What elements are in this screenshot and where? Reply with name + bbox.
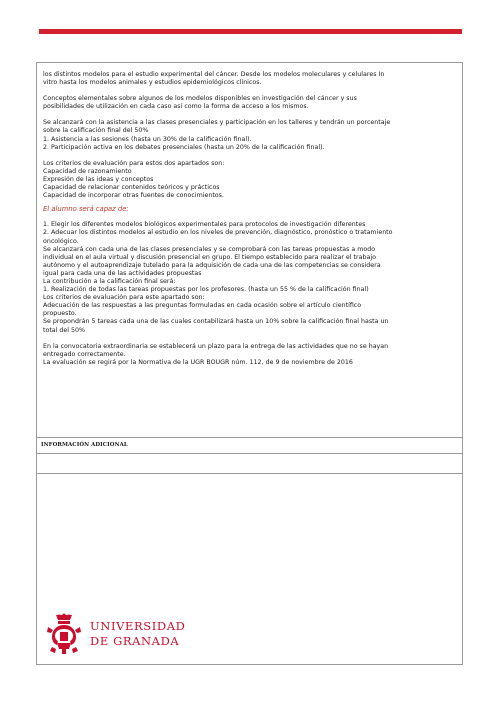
text-line: Conceptos elementales sobre algunos de los modelos disponibles en investigación del cáncer y sus <box>43 95 357 103</box>
university-logo <box>46 612 185 656</box>
logo-line-1: UNIVERSIDAD <box>90 619 186 633</box>
text-line: posibilidades de utilización en cada caso así como la forma de acceso a los mismos. <box>43 103 309 111</box>
logo-line-2: DE GRANADA <box>90 634 180 648</box>
text-line: Adecuación de las respuestas a las preguntas formuladas en cada ocasión sobre el artículo científico <box>43 302 362 310</box>
additional-info-body <box>37 454 462 474</box>
additional-info-heading: INFORMACIÓN ADICIONAL <box>37 438 462 454</box>
text-line: igual para cada una de las actividades propuestas <box>43 269 202 277</box>
text-line: Expresión de las ideas y conceptos <box>43 175 154 183</box>
text-line: Los criterios de evaluación para estos dos apartados son: <box>43 159 225 167</box>
text-line: 2. Adecuar los distintos modelos al estudio en los niveles de prevención, diagnóstico, pronóstico o tratamiento <box>43 229 393 237</box>
text-line: propuesto. <box>43 310 77 318</box>
paragraph-attendance <box>43 119 456 151</box>
text-line: oncológico. <box>43 237 79 245</box>
university-name <box>90 619 185 649</box>
document-frame <box>36 62 463 665</box>
text-line: autónomo y el autoaprendizaje tutelado para la adquisición de cada una de las competencias se considera <box>43 261 381 269</box>
text-line: Se alcanzará con cada una de las clases presenciales y se comprobará con las tareas propuestas a modo <box>43 245 376 253</box>
text-line: La contribución a la calificación final será: <box>43 277 176 285</box>
text-line: Capacidad de incorporar otras fuentes de conocimientos. <box>43 192 224 200</box>
text-line: Se alcanzará con la asistencia a las clases presenciales y participación en los talleres y tendrán un porcentaje <box>43 119 391 127</box>
text-line: individual en el aula virtual y discusión presencial en grupo. El tiempo establecido para realizar el trabajo <box>43 253 376 261</box>
text-line: Capacidad de relacionar contenidos teóricos y prácticos <box>43 184 220 192</box>
evaluation-content <box>37 63 462 438</box>
paragraph-outcomes <box>43 221 456 334</box>
text-line: 1. Realización de todas las tareas propuestas por los profesores. (hasta un 55 % de la calificación final) <box>43 286 369 294</box>
university-crest-icon <box>46 613 82 655</box>
section-subheading: El alumno será capaz de: <box>43 205 129 214</box>
text-line: vitro hasta los modelos animales y estudios epidemiológicos clínicos. <box>43 79 262 87</box>
text-line: Se propondrán 5 tareas cada una de las cuales contabilizará hasta un 10% sobre la calificación final hasta un <box>43 318 389 326</box>
text-line: 1. Asistencia a las sesiones (hasta un 30% de la calificación final). <box>43 135 252 143</box>
paragraph-concepts <box>43 95 456 111</box>
paragraph-extraordinary <box>43 343 456 367</box>
text-line: entregado correctamente. <box>43 350 126 358</box>
text-line: sobre la calificación final del 50% <box>43 127 149 135</box>
text-line: Capacidad de razonamiento <box>43 167 132 175</box>
paragraph-criteria <box>43 160 456 200</box>
text-line: Los criterios de evaluación para este apartado son: <box>43 294 205 302</box>
text-line: total del 50% <box>43 326 86 334</box>
text-line: los distintos modelos para el estudio experimental del cáncer. Desde los modelos moleculares y celulares In <box>43 71 385 78</box>
top-accent-bar <box>39 29 462 34</box>
text-line: La evaluación se regirá por la Normativa de la UGR BOUGR núm. 112, de 9 de noviembre de 2016 <box>43 358 353 366</box>
text-line: 2. Participación activa en los debates presenciales (hasta un 20% de la calificación final). <box>43 143 325 151</box>
paragraph-models <box>43 71 456 87</box>
text-line: 1. Elegir los diferentes modelos biológicos experimentales para protocolos de investigación diferentes <box>43 221 366 229</box>
text-line: En la convocatoria extraordinaria se establecerá un plazo para la entrega de las actividades que no se hayan <box>43 342 389 350</box>
